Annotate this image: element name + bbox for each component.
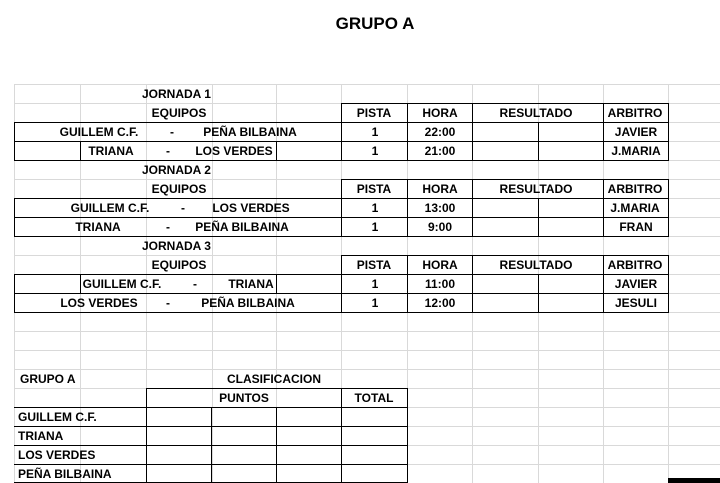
away-team: LOS VERDES bbox=[195, 144, 273, 158]
home-team: TRIANA bbox=[75, 220, 121, 234]
resultado-header: RESULTADO bbox=[499, 106, 573, 120]
equipos-header: EQUIPOS bbox=[151, 182, 207, 196]
separator: - bbox=[166, 296, 170, 310]
pista-header: PISTA bbox=[356, 258, 392, 272]
pista-cell: 1 bbox=[371, 144, 379, 158]
separator: - bbox=[193, 277, 197, 291]
hora-cell: 11:00 bbox=[424, 277, 456, 291]
away-team: PEÑA BILBAINA bbox=[203, 125, 297, 139]
arbitro-cell: FRAN bbox=[619, 220, 653, 234]
hora-cell: 9:00 bbox=[427, 220, 453, 234]
pista-header: PISTA bbox=[356, 182, 392, 196]
away-team: PEÑA BILBAINA bbox=[201, 296, 295, 310]
standings-group-label: GRUPO A bbox=[20, 372, 76, 386]
arbitro-header: ARBITRO bbox=[607, 182, 663, 196]
arbitro-header: ARBITRO bbox=[607, 258, 663, 272]
standings-team: TRIANA bbox=[18, 429, 64, 443]
away-team: PEÑA BILBAINA bbox=[195, 220, 289, 234]
hora-header: HORA bbox=[422, 182, 458, 196]
hora-header: HORA bbox=[422, 106, 458, 120]
resultado-header: RESULTADO bbox=[499, 182, 573, 196]
pista-cell: 1 bbox=[371, 296, 379, 310]
arbitro-cell: JAVIER bbox=[614, 125, 658, 139]
pista-cell: 1 bbox=[371, 125, 379, 139]
separator: - bbox=[166, 220, 170, 234]
pista-cell: 1 bbox=[371, 277, 379, 291]
hora-cell: 22:00 bbox=[424, 125, 456, 139]
standings-team: GUILLEM C.F. bbox=[18, 410, 97, 424]
pista-header: PISTA bbox=[356, 106, 392, 120]
resultado-header: RESULTADO bbox=[499, 258, 573, 272]
away-team: TRIANA bbox=[228, 277, 274, 291]
page-title: GRUPO A bbox=[335, 14, 415, 33]
standings-title: CLASIFICACION bbox=[227, 372, 321, 386]
equipos-header: EQUIPOS bbox=[151, 258, 207, 272]
standings-team: PEÑA BILBAINA bbox=[18, 467, 112, 481]
pista-cell: 1 bbox=[371, 201, 379, 215]
arbitro-cell: J.MARIA bbox=[611, 144, 661, 158]
away-team: LOS VERDES bbox=[212, 201, 290, 215]
arbitro-header: ARBITRO bbox=[607, 106, 663, 120]
separator: - bbox=[166, 144, 170, 158]
separator: - bbox=[170, 125, 174, 139]
jornada-1-label: JORNADA 1 bbox=[142, 87, 211, 101]
total-header: TOTAL bbox=[354, 391, 394, 405]
hora-cell: 13:00 bbox=[424, 201, 456, 215]
jornada-2-label: JORNADA 2 bbox=[142, 163, 211, 177]
jornada-3-label: JORNADA 3 bbox=[142, 239, 211, 253]
puntos-header: PUNTOS bbox=[219, 391, 269, 405]
home-team: GUILLEM C.F. bbox=[82, 277, 162, 291]
hora-cell: 21:00 bbox=[424, 144, 456, 158]
arbitro-cell: J.MARIA bbox=[610, 201, 660, 215]
home-team: GUILLEM C.F. bbox=[70, 201, 150, 215]
home-team: TRIANA bbox=[88, 144, 134, 158]
pista-cell: 1 bbox=[371, 220, 379, 234]
home-team: GUILLEM C.F. bbox=[59, 125, 139, 139]
equipos-header: EQUIPOS bbox=[151, 106, 207, 120]
hora-cell: 12:00 bbox=[424, 296, 456, 310]
home-team: LOS VERDES bbox=[60, 296, 138, 310]
separator: - bbox=[181, 201, 185, 215]
arbitro-cell: JESULI bbox=[614, 296, 658, 310]
hora-header: HORA bbox=[422, 258, 458, 272]
standings-team: LOS VERDES bbox=[18, 448, 96, 462]
arbitro-cell: JAVIER bbox=[614, 277, 658, 291]
